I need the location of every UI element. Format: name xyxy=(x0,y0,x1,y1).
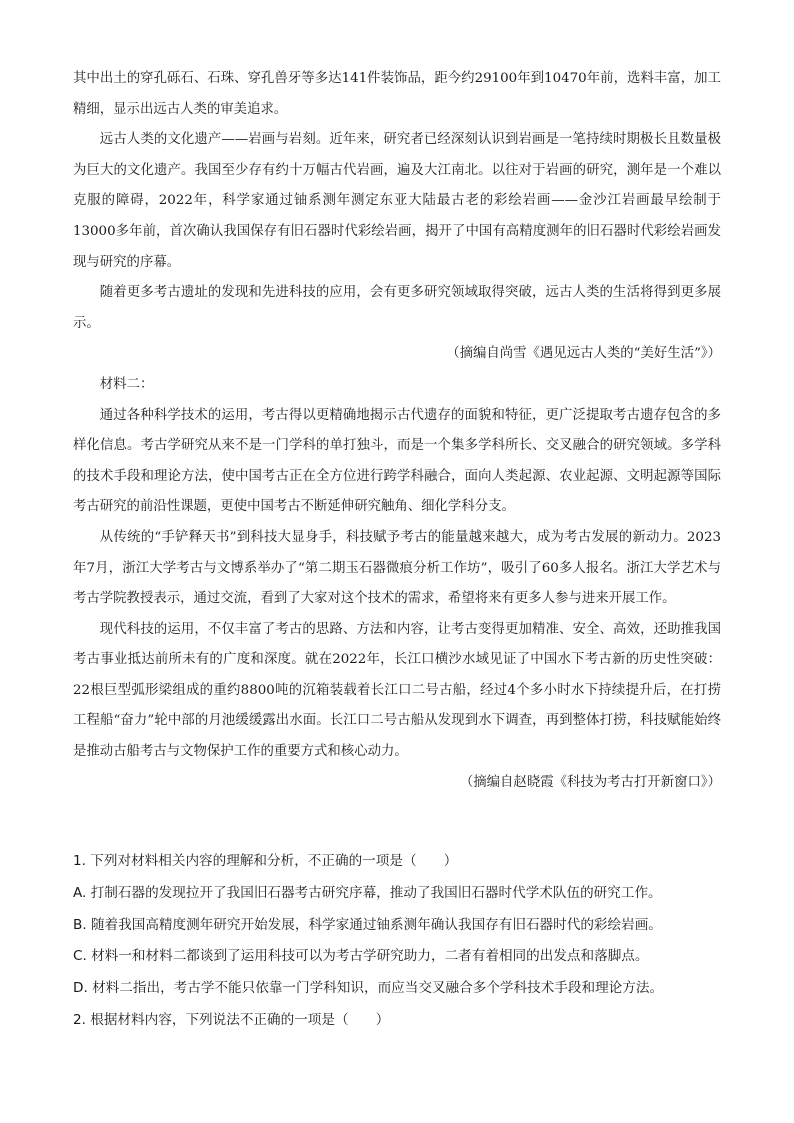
reading-passage xyxy=(73,64,721,798)
material1-paragraph-1: 其中出土的穿孔砾石、石珠、穿孔兽牙等多达141件装饰品，距今约29100年到10470年前，选料丰富，加工精细，显示出远古人类的审美追求。 xyxy=(73,71,721,117)
question-1-option-d: D. 材料二指出，考古学不能只依靠一门学科知识，而应当交叉融合多个学科技术手段和理论方法。 xyxy=(73,980,664,997)
question-1-option-c: C. 材料一和材料二都谈到了运用科技可以为考古学研究助力，二者有着相同的出发点和落脚点。 xyxy=(73,948,649,965)
material2-label: 材料二： xyxy=(99,376,154,392)
material2-paragraph-2: 从传统的“手铲释天书”到科技大显身手，科技赋予考古的能量越来越大，成为考古发展的新动力。2023年7月，浙江大学考古与文博系举办了“第二期玉石器微痕分析工作坊”，吸引了60多人报名。浙江大学艺术与考古学院教授表示，通过交流，看到了大家对这个技术的需求，希望将来有更多人参与进来开展工作。 xyxy=(73,529,721,607)
question-2-stem: 2. 根据材料内容，下列说法不正确的一项是（ ） xyxy=(73,1011,390,1028)
material2-paragraph-3: 现代科技的运用，不仅丰富了考古的思路、方法和内容，让考古变得更加精准、安全、高效，还助推我国考古事业抵达前所未有的广度和深度。就在2022年，长江口横沙水域见证了中国水下考古新的历史性突破：22根巨型弧形梁组成的重约8800吨的沉箱装载着长江口二号古船，经过4个多小时水下持续提升后，在打捞工程船“奋力”轮中部的月池缓缓露出水面。长江口二号古船从发现到水下调查，再到整体打捞，科技赋能始终是推动古船考古与文物保护工作的重要方式和核心动力。 xyxy=(73,621,721,760)
material1-paragraph-2: 远古人类的文化遗产——岩画与岩刻。近年来，研究者已经深刻认识到岩画是一笔持续时期极长且数量极为巨大的文化遗产。我国至少存有约十万幅古代岩画，遍及大江南北。以往对于岩画的研究，测年是一个难以克服的障碍，2022年，科学家通过铀系测年测定东亚大陆最古老的彩绘岩画——金沙江岩画最早绘制于13000多年前，首次确认我国保存有旧石器时代彩绘岩画，揭开了中国有高精度测年的旧石器时代彩绘岩画发现与研究的序幕。 xyxy=(73,132,721,270)
material2-paragraph-1: 通过各种科学技术的运用，考古得以更精确地揭示古代遗存的面貌和特征，更广泛提取考古遗存包含的多样化信息。考古学研究从来不是一门学科的单打独斗，而是一个集多学科所长、交叉融合的研究领域。多学科的技术手段和理论方法，使中国考古正在全方位进行跨学科融合，面向人类起源、农业起源、文明起源等国际考古研究的前沿性课题，更使中国考古不断延伸研究触角、细化学科分支。 xyxy=(73,407,721,515)
question-1-option-b: B. 随着我国高精度测年研究开始发展，科学家通过铀系测年确认我国存有旧石器时代的彩绘岩画。 xyxy=(73,916,662,933)
material1-source: （摘编自尚雪《遇见远古人类的“美好生活”》） xyxy=(446,346,721,362)
material1-paragraph-3: 随着更多考古遗址的发现和先进科技的应用，会有更多研究领域取得突破，远古人类的生活将得到更多展示。 xyxy=(73,285,721,331)
question-1-stem: 1. 下列对材料相关内容的理解和分析，不正确的一项是（ ） xyxy=(73,853,458,869)
question-block xyxy=(73,846,733,1037)
material2-source: （摘编自赵晓霞《科技为考古打开新窗口》） xyxy=(459,774,721,790)
question-1-option-a: A. 打制石器的发现拉开了我国旧石器考古研究序幕，推动了我国旧石器时代学术队伍的研究工作。 xyxy=(73,884,662,901)
